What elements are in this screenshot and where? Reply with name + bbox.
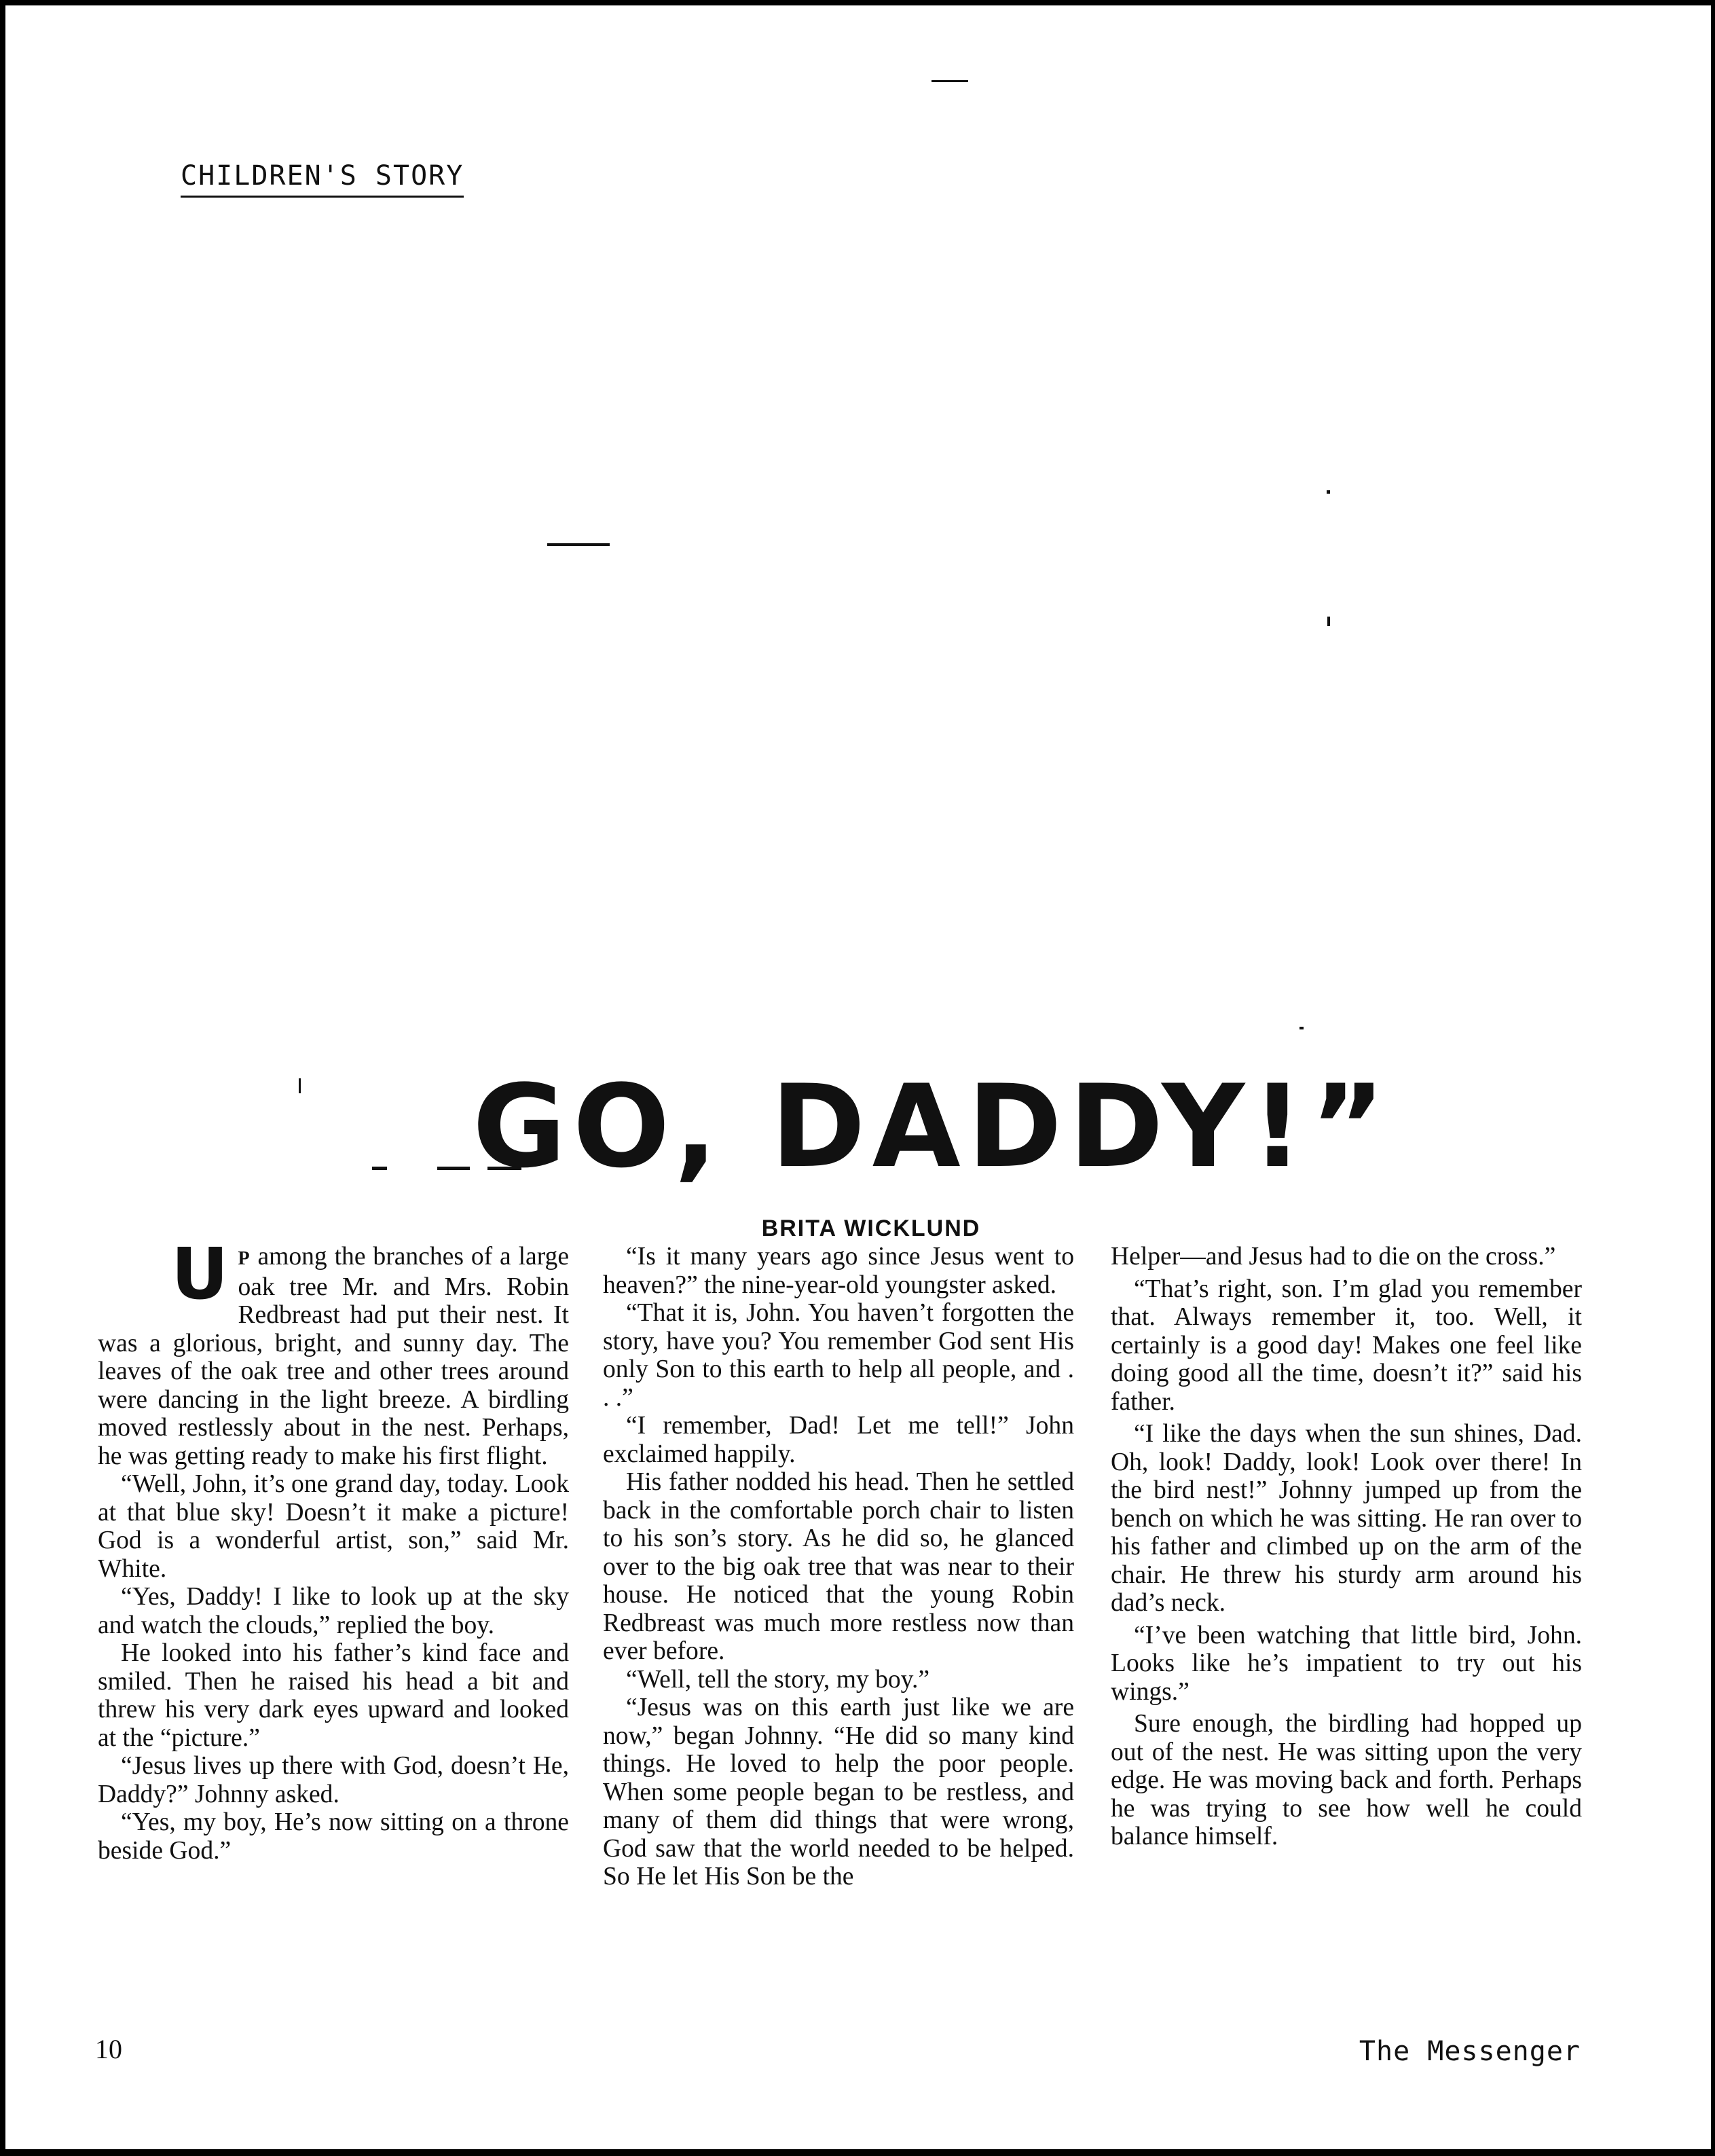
scan-speck [1327,617,1330,626]
paragraph: “I’ve been watching that little bird, John. Looks like he’s impatient to try out his wings.” [1111,1621,1582,1706]
paragraph: “Jesus lives up there with God, doesn’t He, Daddy?” Johnny asked. [98,1752,569,1808]
scan-speck [932,80,968,82]
lead-smallcap: P [238,1248,251,1269]
text-column-1 [98,1232,569,1865]
publication-name: The Messenger [1359,2036,1581,2067]
scan-speck [1299,1027,1304,1029]
paragraph [98,1232,569,1470]
paragraph: “Well, John, it’s one grand day, today. Look at that blue sky! Doesn’t it make a picture! God is a wonderful artist, son,” said Mr. White. [98,1470,569,1583]
section-label: CHILDREN'S STORY [181,160,464,198]
paragraph: Sure enough, the birdling had hopped up out of the nest. He was sitting upon the very edge. He was moving back and forth. Perhaps he was trying to see how well he could balance himself. [1111,1710,1582,1850]
article-title: GO, DADDY!” [472,1060,1393,1193]
paragraph: He looked into his father’s kind face and smiled. Then he raised his head a bit and threw his very dark eyes upward and looked at the “picture.” [98,1639,569,1752]
paragraph: “Yes, Daddy! I like to look up at the sky and watch the clouds,” replied the boy. [98,1583,569,1639]
paragraph: “Yes, my boy, He’s now sitting on a throne beside God.” [98,1808,569,1865]
paragraph-text: among the branches of a large oak tree Mr. and Mrs. Robin Redbreast had put their nest. It was a glorious, bright, and sunny day. The leaves of the oak tree and other trees around were dancing in the light breeze. A birdling moved restlessly about in the nest. Perhaps, he was getting ready to make his first flight. [98,1243,569,1470]
scan-speck [1327,490,1330,494]
scan-speck [547,543,610,546]
paragraph: “Well, tell the story, my boy.” [626,1665,930,1694]
paragraph: “Is it many years ago since Jesus went to heaven?” the nine-year-old youngster asked. [603,1243,1074,1299]
paragraph: His father nodded his head. Then he settled back in the comfortable porch chair to listen to his son’s story. As he did so, he glanced over to the big oak tree that was near to their house. He noticed that the young Robin Redbreast was much more restless now than ever before. [603,1468,1074,1665]
text-column-2 [603,1243,1074,1891]
page-number: 10 [95,2034,122,2064]
paragraph: “I like the days when the sun shines, Dad. Oh, look! Daddy, look! Look over there! In the bird nest!” Johnny jumped up from the bench on which he was sitting. He ran over to his father and climbed up on the arm of the chair. He threw his sturdy arm around his dad’s neck. [1111,1420,1582,1617]
text-column-3 [1111,1243,1582,1851]
drop-cap: U [171,1232,229,1315]
paragraph: “That it is, John. You haven’t forgotten the story, have you? You remember God sent His only Son to this earth to help all people, and . . .” [603,1299,1074,1412]
paragraph: “Jesus was on this earth just like we are now,” began Johnny. “He did so many kind things. He loved to help the poor people. When some people began to be restless, and many of them did things that were wrong, God saw that the world needed to be helped. So He let His Son be the [603,1694,1074,1890]
paragraph: “That’s right, son. I’m glad you remember that. Always remember it, too. Well, it certainly is a good day! Makes one feel like doing good all the time, doesn’t it?” said his father. [1111,1275,1582,1416]
paragraph: “I remember, Dad! Let me tell!” John exclaimed happily. [603,1412,1074,1468]
paragraph: Helper—and Jesus had to die on the cross.” [1111,1243,1556,1271]
article-byline: BRITA WICKLUND [761,1216,981,1241]
